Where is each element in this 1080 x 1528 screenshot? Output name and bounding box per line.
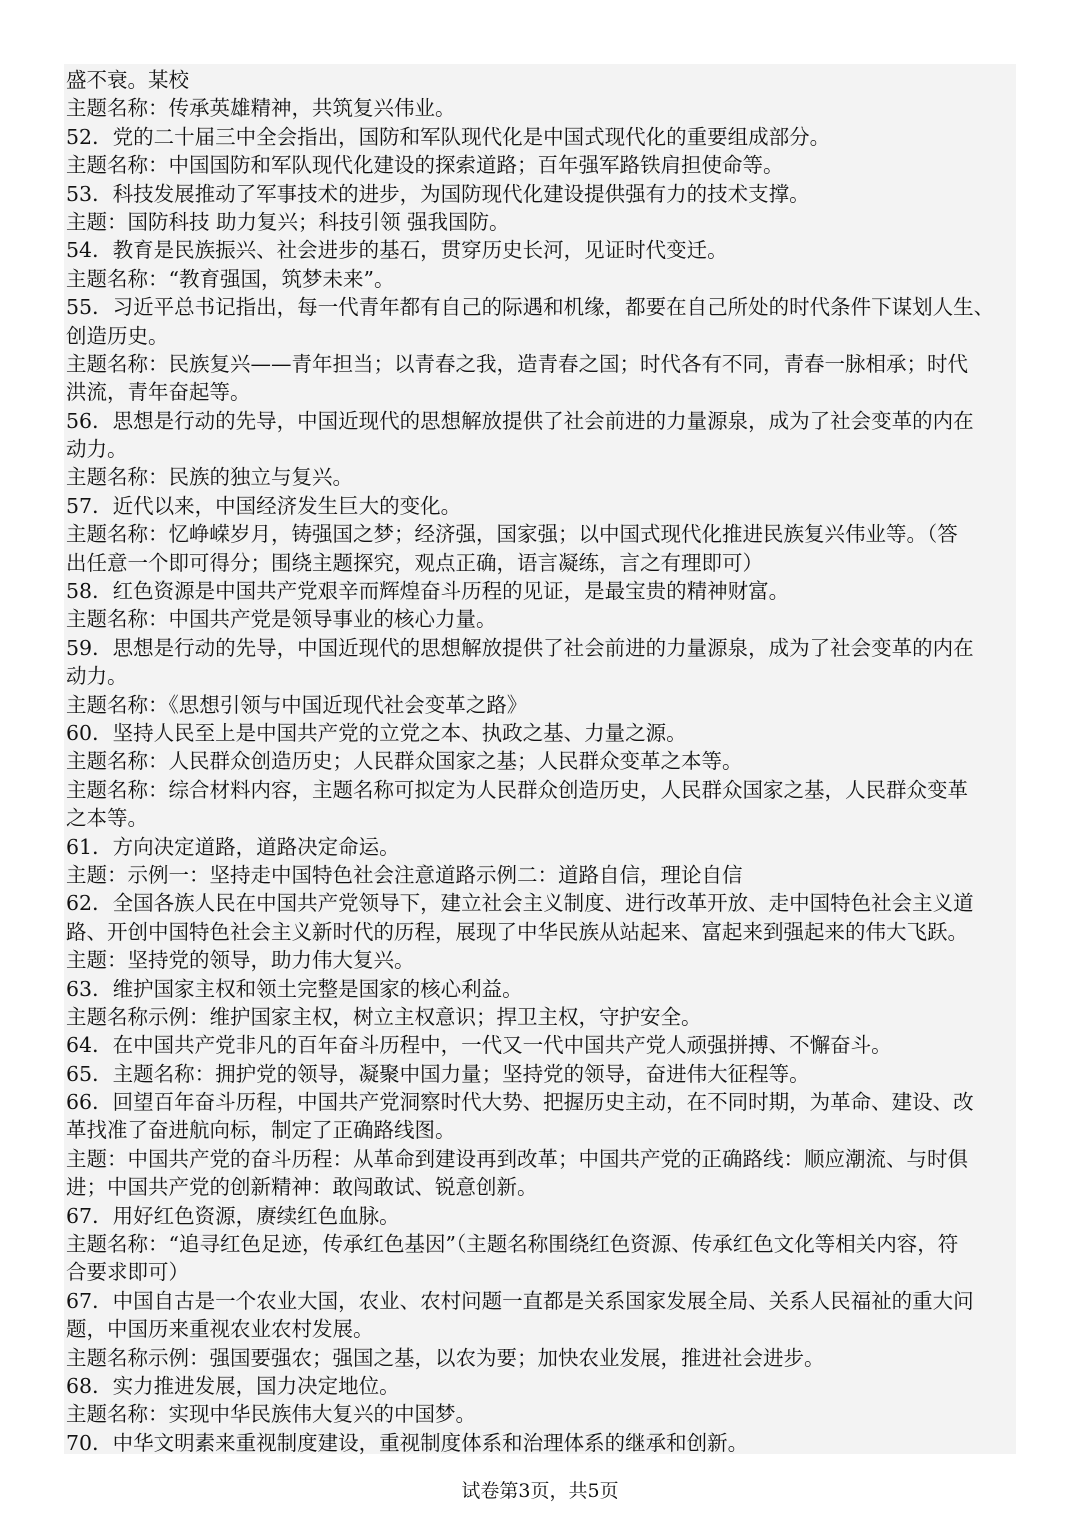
text-line: 主题名称：实现中华民族伟大复兴的中国梦。 bbox=[66, 1402, 476, 1427]
text-line: 出任意一个即可得分；围绕主题探究，观点正确，语言凝练，言之有理即可） bbox=[66, 550, 763, 575]
text-line: 主题名称：传承英雄精神，共筑复兴伟业。 bbox=[66, 96, 456, 121]
text-line: 主题名称：人民群众创造历史；人民群众国家之基；人民群众变革之本等。 bbox=[66, 749, 743, 774]
text-line: 主题名称示例：强国要强农；强国之基，以农为要；加快农业发展，推进社会进步。 bbox=[66, 1345, 825, 1370]
text-line: 主题：坚持党的领导，助力伟大复兴。 bbox=[66, 948, 415, 973]
text-line: 主题：国防科技 助力复兴；科技引领 强我国防。 bbox=[66, 209, 510, 234]
text-line: 主题：示例一：坚持走中国特色社会注意道路示例二：道路自信，理论自信 bbox=[66, 862, 743, 887]
text-line: 61．方向决定道路，道路决定命运。 bbox=[66, 834, 400, 859]
text-line: 主题名称示例：维护国家主权，树立主权意识；捍卫主权，守护安全。 bbox=[66, 1004, 702, 1029]
text-line: 52．党的二十届三中全会指出，国防和军队现代化是中国式现代化的重要组成部分。 bbox=[66, 124, 831, 149]
document-body bbox=[64, 64, 1016, 1454]
text-line: 洪流，青年奋起等。 bbox=[66, 380, 251, 405]
text-line: 主题名称：中国国防和军队现代化建设的探索道路；百年强军路铁肩担使命等。 bbox=[66, 153, 784, 178]
text-line: 53．科技发展推动了军事技术的进步，为国防现代化建设提供强有力的技术支撑。 bbox=[66, 181, 810, 206]
text-line: 动力。 bbox=[66, 664, 128, 689]
text-line: 60．坚持人民至上是中国共产党的立党之本、执政之基、力量之源。 bbox=[66, 720, 687, 745]
text-line: 58．红色资源是中国共产党艰辛而辉煌奋斗历程的见证，是最宝贵的精神财富。 bbox=[66, 579, 790, 604]
text-line: 65．主题名称：拥护党的领导，凝聚中国力量；坚持党的领导，奋进伟大征程等。 bbox=[66, 1061, 810, 1086]
text-line: 动力。 bbox=[66, 437, 128, 462]
text-line: 主题名称：综合材料内容，主题名称可拟定为人民群众创造历史，人民群众国家之基，人民群众变革 bbox=[66, 777, 968, 802]
text-line: 64．在中国共产党非凡的百年奋斗历程中，一代又一代中国共产党人顽强拼搏、不懈奋斗。 bbox=[66, 1033, 892, 1058]
text-line: 合要求即可） bbox=[66, 1260, 189, 1285]
text-line: 革找准了奋进航向标，制定了正确路线图。 bbox=[66, 1118, 456, 1143]
text-line: 62．全国各族人民在中国共产党领导下，建立社会主义制度、进行改革开放、走中国特色社会主义道 bbox=[66, 891, 974, 916]
text-line: 67．用好红色资源，赓续红色血脉。 bbox=[66, 1203, 400, 1228]
text-line: 68．实力推进发展，国力决定地位。 bbox=[66, 1373, 400, 1398]
text-line: 56．思想是行动的先导，中国近现代的思想解放提供了社会前进的力量源泉，成为了社会变革的内在 bbox=[66, 408, 974, 433]
text-line: 进；中国共产党的创新精神：敢闯敢试、锐意创新。 bbox=[66, 1175, 538, 1200]
text-line: 主题名称：民族的独立与复兴。 bbox=[66, 465, 353, 490]
text-line: 66．回望百年奋斗历程，中国共产党洞察时代大势、把握历史主动，在不同时期，为革命、建设、改 bbox=[66, 1090, 974, 1115]
text-line: 主题名称：“追寻红色足迹，传承红色基因”（主题名称围绕红色资源、传承红色文化等相关内容，符 bbox=[66, 1232, 959, 1257]
text-line: 创造历史。 bbox=[66, 323, 169, 348]
text-line: 题，中国历来重视农业农村发展。 bbox=[66, 1317, 374, 1342]
text-line: 主题名称：中国共产党是领导事业的核心力量。 bbox=[66, 607, 497, 632]
text-line: 主题名称：民族复兴——青年担当；以青春之我，造青春之国；时代各有不同，青春一脉相承；时代 bbox=[66, 351, 968, 376]
text-line: 主题：中国共产党的奋斗历程：从革命到建设再到改革；中国共产党的正确路线：顺应潮流、与时俱 bbox=[66, 1146, 968, 1171]
text-line: 主题名称：忆峥嵘岁月，铸强国之梦；经济强，国家强；以中国式现代化推进民族复兴伟业等。（答 bbox=[66, 522, 958, 547]
text-line: 57．近代以来，中国经济发生巨大的变化。 bbox=[66, 493, 462, 518]
text-line: 54．教育是民族振兴、社会进步的基石，贯穿历史长河，见证时代变迁。 bbox=[66, 238, 728, 263]
page-footer: 试卷第3页，共5页 bbox=[461, 1480, 619, 1502]
text-line: 63．维护国家主权和领土完整是国家的核心利益。 bbox=[66, 976, 523, 1001]
text-line: 55．习近平总书记指出，每一代青年都有自己的际遇和机缘，都要在自己所处的时代条件下谋划人生、 bbox=[66, 295, 995, 320]
text-line: 盛不衰。某校 bbox=[66, 68, 189, 92]
text-line: 67．中国自古是一个农业大国，农业、农村问题一直都是关系国家发展全局、关系人民福祉的重大问 bbox=[66, 1288, 974, 1313]
text-line: 路、开创中国特色社会主义新时代的历程，展现了中华民族从站起来、富起来到强起来的伟大飞跃。 bbox=[66, 919, 968, 944]
text-line: 主题名称：《思想引领与中国近现代社会变革之路》 bbox=[66, 692, 528, 717]
text-line: 主题名称：“教育强国，筑梦未来”。 bbox=[66, 266, 395, 291]
text-line: 59．思想是行动的先导，中国近现代的思想解放提供了社会前进的力量源泉，成为了社会变革的内在 bbox=[66, 635, 974, 660]
text-line: 70．中华文明素来重视制度建设，重视制度体系和治理体系的继承和创新。 bbox=[66, 1430, 749, 1455]
text-line: 之本等。 bbox=[66, 806, 148, 831]
